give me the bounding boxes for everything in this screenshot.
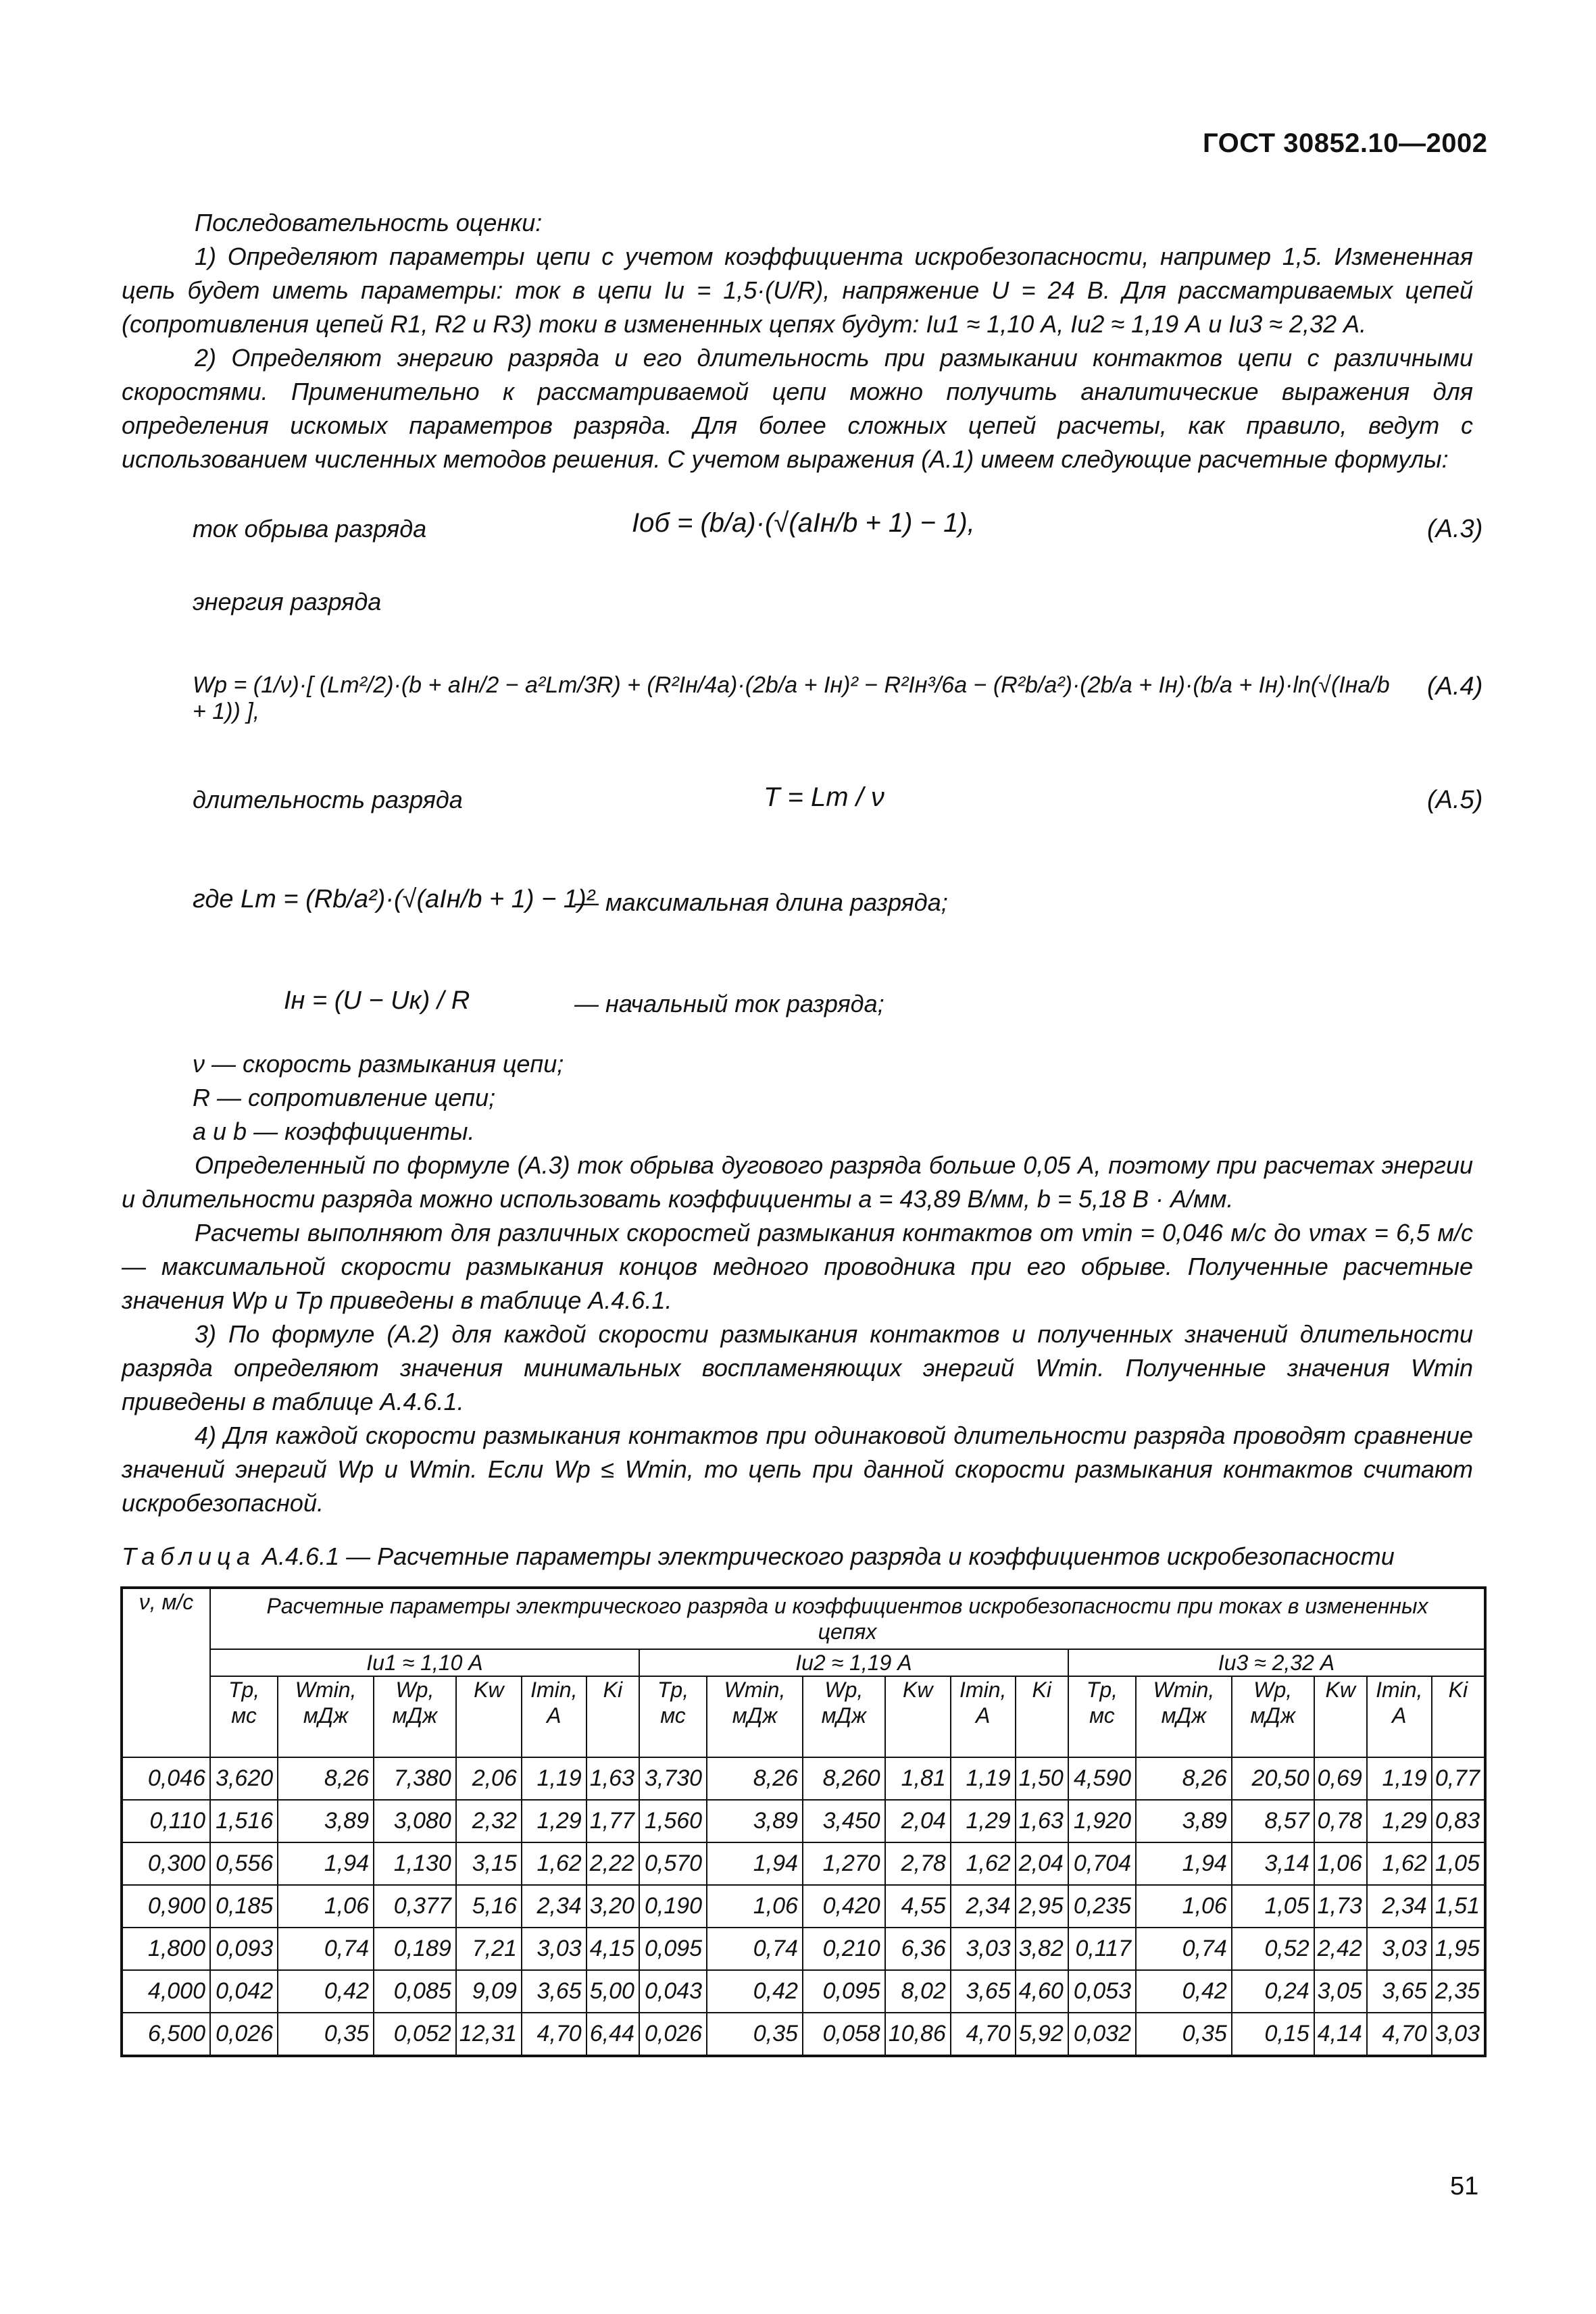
value-cell: 8,260 — [803, 1757, 885, 1800]
subcol-tp: Tр, мс — [210, 1676, 278, 1757]
table-caption-prefix: Таблица — [122, 1542, 256, 1570]
value-cell: 2,22 — [587, 1842, 639, 1885]
value-cell: 1,29 — [522, 1800, 587, 1842]
subcol-wp: Wр, мДж — [1232, 1676, 1314, 1757]
velocity-cell: 4,000 — [122, 1970, 210, 2013]
value-cell: 3,65 — [1367, 1970, 1432, 2013]
value-cell: 7,21 — [456, 1928, 522, 1970]
group-header-title: Расчетные параметры электрического разряда и коэффициентов искробезопасности при токах в измененных цепях — [210, 1588, 1485, 1649]
subcol-wp: Wр, мДж — [803, 1676, 885, 1757]
formula-a5-number: (А.5) — [1427, 786, 1483, 814]
subcol-ki: Ki — [1432, 1676, 1485, 1757]
value-cell: 10,86 — [885, 2013, 951, 2056]
value-cell: 3,65 — [522, 1970, 587, 2013]
value-cell: 0,032 — [1068, 2013, 1136, 2056]
value-cell: 8,57 — [1232, 1800, 1314, 1842]
table-row — [122, 1800, 1485, 1842]
value-cell: 3,82 — [1016, 1928, 1068, 1970]
value-cell: 2,34 — [522, 1885, 587, 1928]
definition-lm-desc: — максимальная длина разряда; — [574, 888, 948, 916]
value-cell: 0,026 — [210, 2013, 278, 2056]
velocity-cell: 1,800 — [122, 1928, 210, 1970]
value-cell: 3,89 — [278, 1800, 374, 1842]
value-cell: 0,69 — [1314, 1757, 1367, 1800]
table-row — [122, 1885, 1485, 1928]
subcol-kw: Kw — [456, 1676, 522, 1757]
formula-a5: T = Lm / ν — [764, 782, 884, 812]
value-cell: 0,74 — [707, 1928, 803, 1970]
value-cell: 1,19 — [1367, 1757, 1432, 1800]
value-cell: 0,74 — [1136, 1928, 1232, 1970]
velocity-cell: 0,300 — [122, 1842, 210, 1885]
table-row — [122, 1928, 1485, 1970]
value-cell: 4,60 — [1016, 1970, 1068, 2013]
definition-list — [193, 1047, 564, 1149]
paragraph-step-4: 4) Для каждой скорости размыкания контактов при одинаковой длительности разряда проводят сравнение значений энергий Wр и Wmin. Если Wр ≤ Wmin, то цепь при данной скорости размыкания контактов считают искробезопасной. — [122, 1422, 1473, 1517]
value-cell: 0,42 — [707, 1970, 803, 2013]
value-cell: 2,42 — [1314, 1928, 1367, 1970]
paragraph-step-2: 2) Определяют энергию разряда и его длительность при размыкании контактов цепи с различными скоростями. Применительно к рассматриваемой цепи можно получить аналитические выражения для определения искомых параметров разряда. Для более сложных цепей расчеты, как правило, ведут с использованием численных методов решения. С учетом выражения (А.1) имеем следующие расчетные формулы: — [122, 344, 1473, 473]
value-cell: 3,65 — [951, 1970, 1016, 2013]
paragraph-step-3: 3) По формуле (А.2) для каждой скорости размыкания контактов и полученных значений длительности разряда определяют значения минимальных воспламеняющих энергий Wmin. Полученные значения Wmin приведены в таблице А.4.6.1. — [122, 1320, 1473, 1415]
value-cell: 0,093 — [210, 1928, 278, 1970]
value-cell: 0,74 — [278, 1928, 374, 1970]
value-cell: 2,04 — [885, 1800, 951, 1842]
value-cell: 0,085 — [374, 1970, 456, 2013]
value-cell: 0,24 — [1232, 1970, 1314, 2013]
value-cell: 0,117 — [1068, 1928, 1136, 1970]
value-cell: 1,130 — [374, 1842, 456, 1885]
paragraph-sequence-title: Последовательность оценки: — [195, 209, 543, 236]
subcol-kw: Kw — [1314, 1676, 1367, 1757]
definition-item: a и b — коэффициенты. — [193, 1117, 475, 1145]
value-cell: 3,03 — [1432, 2013, 1485, 2056]
value-cell: 3,03 — [1367, 1928, 1432, 1970]
value-cell: 3,14 — [1232, 1842, 1314, 1885]
value-cell: 0,35 — [1136, 2013, 1232, 2056]
value-cell: 0,78 — [1314, 1800, 1367, 1842]
value-cell: 1,06 — [1314, 1842, 1367, 1885]
value-cell: 0,42 — [278, 1970, 374, 2013]
subcol-ki: Ki — [1016, 1676, 1068, 1757]
value-cell: 0,235 — [1068, 1885, 1136, 1928]
value-cell: 3,450 — [803, 1800, 885, 1842]
paragraph-speeds: Расчеты выполняют для различных скоростей размыкания контактов от νmin = 0,046 м/с до νmax = 6,5 м/с — максимальной скорости размыкания концов медного проводника при его обрыве. Полученные расчетные значения Wр и Tр приведены в таблице А.4.6.1. — [122, 1219, 1473, 1314]
group-header-i3: Iи3 ≈ 2,32 А — [1068, 1649, 1485, 1676]
subcol-wmin: Wmin, мДж — [278, 1676, 374, 1757]
value-cell: 1,29 — [1367, 1800, 1432, 1842]
value-cell: 1,77 — [587, 1800, 639, 1842]
value-cell: 0,058 — [803, 2013, 885, 2056]
value-cell: 0,15 — [1232, 2013, 1314, 2056]
value-cell: 12,31 — [456, 2013, 522, 2056]
formula-a3-label: ток обрыва разряда — [193, 515, 427, 543]
value-cell: 0,095 — [803, 1970, 885, 2013]
velocity-cell: 0,900 — [122, 1885, 210, 1928]
value-cell: 0,35 — [707, 2013, 803, 2056]
value-cell: 2,35 — [1432, 1970, 1485, 2013]
value-cell: 3,080 — [374, 1800, 456, 1842]
velocity-cell: 0,110 — [122, 1800, 210, 1842]
value-cell: 1,63 — [587, 1757, 639, 1800]
value-cell: 2,78 — [885, 1842, 951, 1885]
value-cell: 1,51 — [1432, 1885, 1485, 1928]
value-cell: 3,05 — [1314, 1970, 1367, 2013]
value-cell: 20,50 — [1232, 1757, 1314, 1800]
value-cell: 0,052 — [374, 2013, 456, 2056]
paragraph-step-1: 1) Определяют параметры цепи с учетом коэффициента искробезопасности, например 1,5. Измененная цепь будет иметь параметры: ток в цепи Iи = 1,5·(U/R), напряжение U = 24 В. Для рассматриваемых цепей (сопротивления цепей R1, R2 и R3) токи в измененных цепях будут: Iи1 ≈ 1,10 А, Iи2 ≈ 1,19 А и Iи3 ≈ 2,32 А. — [122, 243, 1473, 338]
formula-a4-label: энергия разряда — [193, 588, 382, 615]
table-caption — [122, 1542, 1395, 1571]
value-cell: 0,185 — [210, 1885, 278, 1928]
value-cell: 0,053 — [1068, 1970, 1136, 2013]
value-cell: 2,34 — [951, 1885, 1016, 1928]
value-cell: 0,77 — [1432, 1757, 1485, 1800]
table-row — [122, 1842, 1485, 1885]
value-cell: 3,620 — [210, 1757, 278, 1800]
value-cell: 4,55 — [885, 1885, 951, 1928]
value-cell: 1,73 — [1314, 1885, 1367, 1928]
value-cell: 1,50 — [1016, 1757, 1068, 1800]
value-cell: 1,94 — [278, 1842, 374, 1885]
value-cell: 0,35 — [278, 2013, 374, 2056]
value-cell: 1,19 — [522, 1757, 587, 1800]
value-cell: 3,89 — [1136, 1800, 1232, 1842]
column-header-velocity: ν, м/с — [122, 1588, 210, 1757]
value-cell: 1,560 — [639, 1800, 707, 1842]
page-number: 51 — [1450, 2172, 1479, 2200]
value-cell: 3,730 — [639, 1757, 707, 1800]
value-cell: 4,14 — [1314, 2013, 1367, 2056]
value-cell: 0,83 — [1432, 1800, 1485, 1842]
value-cell: 9,09 — [456, 1970, 522, 2013]
value-cell: 1,05 — [1232, 1885, 1314, 1928]
value-cell: 1,94 — [707, 1842, 803, 1885]
value-cell: 5,92 — [1016, 2013, 1068, 2056]
value-cell: 1,270 — [803, 1842, 885, 1885]
value-cell: 1,06 — [278, 1885, 374, 1928]
value-cell: 1,516 — [210, 1800, 278, 1842]
velocity-cell: 6,500 — [122, 2013, 210, 2056]
value-cell: 2,04 — [1016, 1842, 1068, 1885]
subcol-tp: Tр, мс — [639, 1676, 707, 1757]
results-table — [120, 1586, 1487, 2057]
value-cell: 1,05 — [1432, 1842, 1485, 1885]
value-cell: 8,26 — [707, 1757, 803, 1800]
subcol-imin: Imin, А — [1367, 1676, 1432, 1757]
definition-item: ν — скорость размыкания цепи; — [193, 1050, 564, 1078]
value-cell: 2,32 — [456, 1800, 522, 1842]
definition-item: R — сопротивление цепи; — [193, 1084, 496, 1111]
formula-a4: Wр = (1/ν)·[ (Lm²/2)·(b + aIн/2 − a²Lm/3R) + (R²Iн/4a)·(2b/a + Iн)² − R²Iн³/6a − (R²b/a²)·(2b/a + Iн)·(b/a + Iн)·ln(√(Iнa/b + 1)) ], — [193, 672, 1390, 724]
value-cell: 4,590 — [1068, 1757, 1136, 1800]
value-cell: 0,042 — [210, 1970, 278, 2013]
formula-a4-number: (А.4) — [1427, 672, 1483, 701]
value-cell: 7,380 — [374, 1757, 456, 1800]
value-cell: 1,62 — [522, 1842, 587, 1885]
value-cell: 0,377 — [374, 1885, 456, 1928]
subcol-wp: Wр, мДж — [374, 1676, 456, 1757]
value-cell: 1,29 — [951, 1800, 1016, 1842]
value-cell: 3,20 — [587, 1885, 639, 1928]
formula-a3: Iоб = (b/a)·(√(aIн/b + 1) − 1), — [632, 508, 975, 538]
value-cell: 8,26 — [1136, 1757, 1232, 1800]
subcol-tp: Tр, мс — [1068, 1676, 1136, 1757]
definition-in-desc: — начальный ток разряда; — [574, 990, 884, 1017]
value-cell: 0,52 — [1232, 1928, 1314, 1970]
value-cell: 5,16 — [456, 1885, 522, 1928]
value-cell: 1,19 — [951, 1757, 1016, 1800]
value-cell: 2,06 — [456, 1757, 522, 1800]
subcol-imin: Imin, А — [522, 1676, 587, 1757]
value-cell: 8,26 — [278, 1757, 374, 1800]
table-caption-text: А.4.6.1 — Расчетные параметры электрического разряда и коэффициентов искробезопасности — [255, 1542, 1395, 1570]
value-cell: 0,043 — [639, 1970, 707, 2013]
method-paragraphs — [122, 1149, 1473, 1520]
value-cell: 0,190 — [639, 1885, 707, 1928]
value-cell: 4,70 — [1367, 2013, 1432, 2056]
value-cell: 6,44 — [587, 2013, 639, 2056]
value-cell: 4,70 — [951, 2013, 1016, 2056]
table-row — [122, 1970, 1485, 2013]
group-header-i2: Iи2 ≈ 1,19 А — [639, 1649, 1068, 1676]
subcol-ki: Ki — [587, 1676, 639, 1757]
value-cell: 0,556 — [210, 1842, 278, 1885]
subcol-kw: Kw — [885, 1676, 951, 1757]
value-cell: 3,89 — [707, 1800, 803, 1842]
value-cell: 2,95 — [1016, 1885, 1068, 1928]
value-cell: 4,15 — [587, 1928, 639, 1970]
value-cell: 1,63 — [1016, 1800, 1068, 1842]
document-code: ГОСТ 30852.10—2002 — [1203, 128, 1488, 158]
definition-lm-formula: где Lm = (Rb/a²)·(√(aIн/b + 1) − 1)² — [193, 885, 595, 913]
value-cell: 0,026 — [639, 2013, 707, 2056]
value-cell: 5,00 — [587, 1970, 639, 2013]
value-cell: 0,420 — [803, 1885, 885, 1928]
subcol-wmin: Wmin, мДж — [1136, 1676, 1232, 1757]
value-cell: 0,210 — [803, 1928, 885, 1970]
value-cell: 1,920 — [1068, 1800, 1136, 1842]
value-cell: 1,06 — [707, 1885, 803, 1928]
formula-a3-number: (А.3) — [1427, 515, 1483, 543]
definition-in-formula: Iн = (U − Uк) / R — [284, 986, 470, 1015]
table-row — [122, 1757, 1485, 1800]
value-cell: 1,95 — [1432, 1928, 1485, 1970]
value-cell: 3,03 — [951, 1928, 1016, 1970]
value-cell: 3,15 — [456, 1842, 522, 1885]
velocity-cell: 0,046 — [122, 1757, 210, 1800]
value-cell: 2,34 — [1367, 1885, 1432, 1928]
subcol-wmin: Wmin, мДж — [707, 1676, 803, 1757]
value-cell: 4,70 — [522, 2013, 587, 2056]
formula-a5-label: длительность разряда — [193, 786, 463, 813]
paragraph-coefficients: Определенный по формуле (А.3) ток обрыва дугового разряда больше 0,05 А, поэтому при расчетах энергии и длительности разряда можно использовать коэффициенты a = 43,89 В/мм, b = 5,18 В · А/мм. — [122, 1151, 1473, 1213]
value-cell: 1,94 — [1136, 1842, 1232, 1885]
value-cell: 0,704 — [1068, 1842, 1136, 1885]
value-cell: 0,189 — [374, 1928, 456, 1970]
value-cell: 0,095 — [639, 1928, 707, 1970]
value-cell: 0,570 — [639, 1842, 707, 1885]
value-cell: 1,62 — [951, 1842, 1016, 1885]
value-cell: 8,02 — [885, 1970, 951, 2013]
value-cell: 3,03 — [522, 1928, 587, 1970]
table-row — [122, 2013, 1485, 2056]
group-header-i1: Iи1 ≈ 1,10 А — [210, 1649, 639, 1676]
value-cell: 1,06 — [1136, 1885, 1232, 1928]
value-cell: 0,42 — [1136, 1970, 1232, 2013]
value-cell: 1,81 — [885, 1757, 951, 1800]
value-cell: 6,36 — [885, 1928, 951, 1970]
intro-paragraphs — [122, 206, 1473, 476]
subcol-imin: Imin, А — [951, 1676, 1016, 1757]
value-cell: 1,62 — [1367, 1842, 1432, 1885]
table-body — [122, 1757, 1485, 2056]
